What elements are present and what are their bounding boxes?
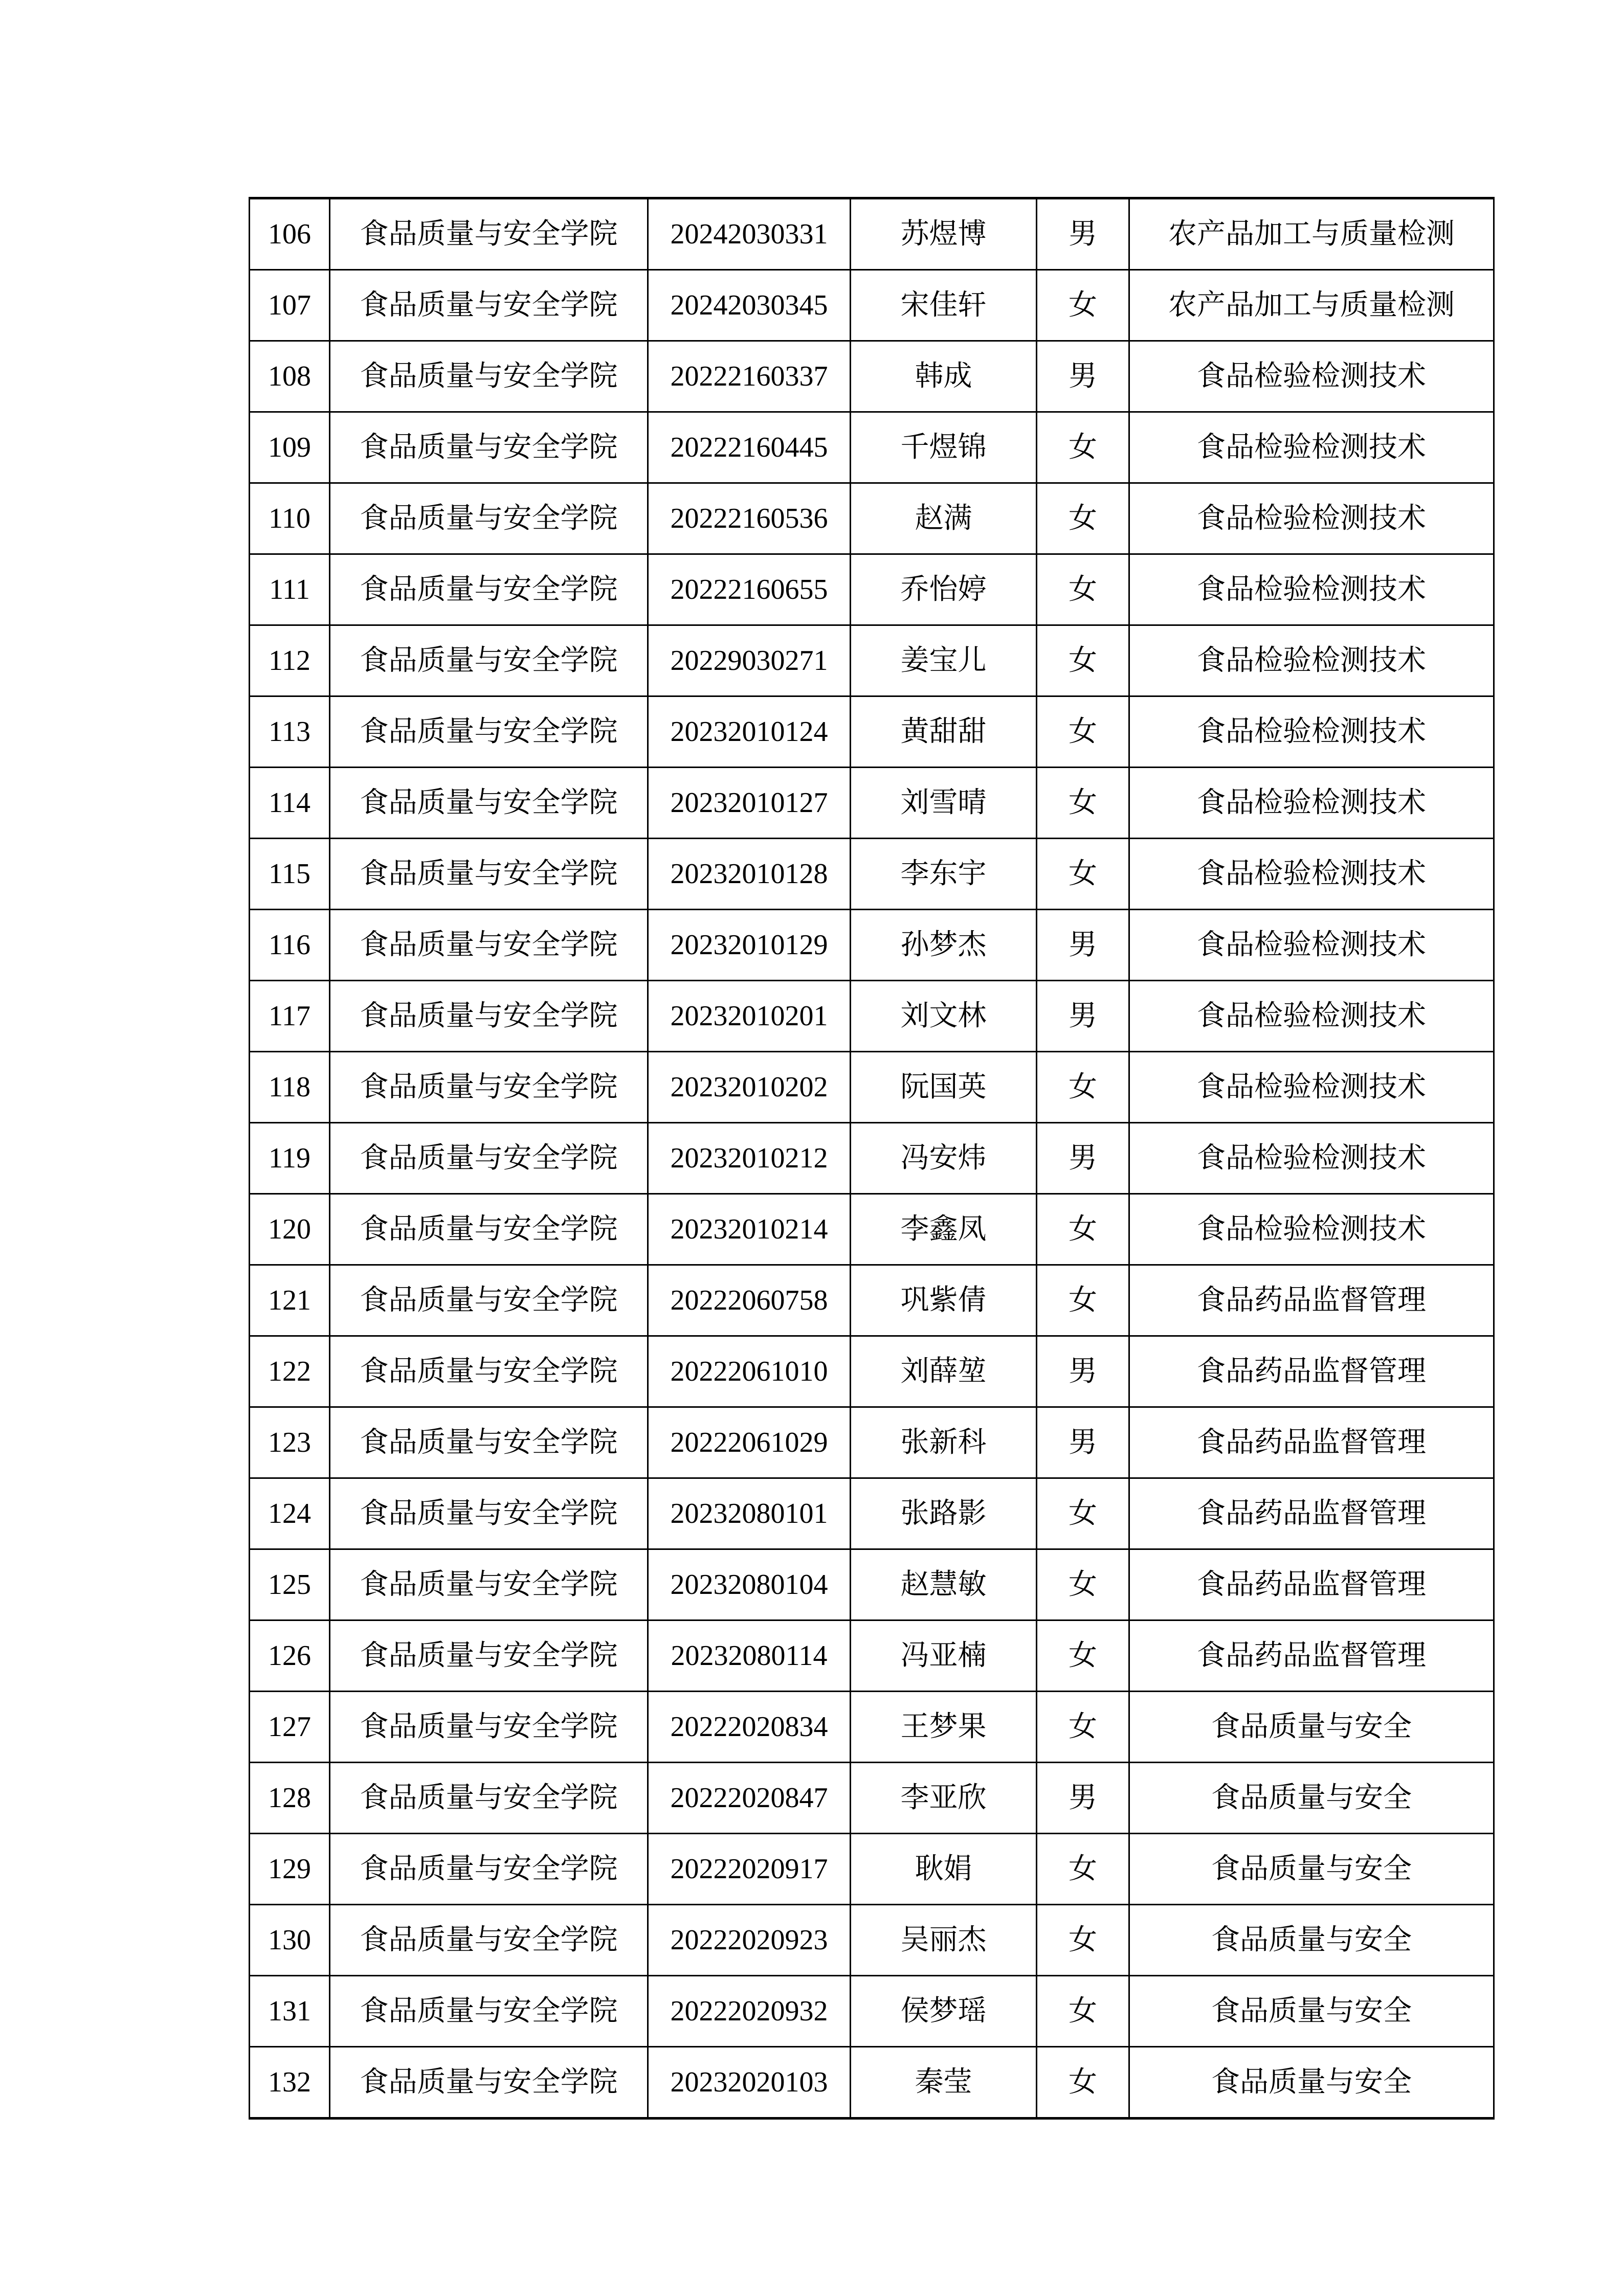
- cell-major: 食品检验检测技术: [1129, 412, 1494, 483]
- cell-gender: 女: [1037, 839, 1129, 910]
- cell-row-number: 108: [250, 341, 330, 412]
- cell-major: 食品检验检测技术: [1129, 341, 1494, 412]
- cell-gender: 女: [1037, 2047, 1129, 2119]
- cell-college: 食品质量与安全学院: [330, 1407, 648, 1478]
- cell-row-number: 127: [250, 1692, 330, 1763]
- cell-gender: 女: [1037, 554, 1129, 625]
- table-row: [250, 1265, 1494, 1336]
- cell-student-name: 姜宝儿: [851, 625, 1037, 696]
- cell-gender: 男: [1037, 1336, 1129, 1407]
- table-row: [250, 1194, 1494, 1265]
- cell-student-id: 20232010128: [648, 839, 851, 910]
- cell-student-id: 20222020932: [648, 1976, 851, 2047]
- cell-row-number: 109: [250, 412, 330, 483]
- cell-college: 食品质量与安全学院: [330, 412, 648, 483]
- table-row: [250, 1905, 1494, 1976]
- cell-student-name: 乔怡婷: [851, 554, 1037, 625]
- cell-major: 食品药品监督管理: [1129, 1620, 1494, 1692]
- table-row: [250, 1336, 1494, 1407]
- cell-major: 食品检验检测技术: [1129, 768, 1494, 839]
- cell-row-number: 132: [250, 2047, 330, 2119]
- cell-student-name: 吴丽杰: [851, 1905, 1037, 1976]
- cell-row-number: 115: [250, 839, 330, 910]
- table-row: [250, 1763, 1494, 1834]
- cell-student-id: 20232010127: [648, 768, 851, 839]
- cell-row-number: 120: [250, 1194, 330, 1265]
- cell-student-id: 20222160337: [648, 341, 851, 412]
- table-row: [250, 625, 1494, 696]
- cell-student-name: 刘薛堃: [851, 1336, 1037, 1407]
- cell-row-number: 118: [250, 1052, 330, 1123]
- cell-major: 食品检验检测技术: [1129, 1052, 1494, 1123]
- cell-college: 食品质量与安全学院: [330, 1692, 648, 1763]
- table-row: [250, 1549, 1494, 1620]
- cell-gender: 女: [1037, 412, 1129, 483]
- cell-student-name: 宋佳轩: [851, 270, 1037, 341]
- cell-major: 食品药品监督管理: [1129, 1478, 1494, 1549]
- table-row: [250, 341, 1494, 412]
- cell-major: 食品质量与安全: [1129, 1976, 1494, 2047]
- cell-row-number: 117: [250, 981, 330, 1052]
- cell-major: 食品检验检测技术: [1129, 910, 1494, 981]
- cell-gender: 女: [1037, 1265, 1129, 1336]
- cell-college: 食品质量与安全学院: [330, 910, 648, 981]
- cell-gender: 女: [1037, 1620, 1129, 1692]
- cell-row-number: 121: [250, 1265, 330, 1336]
- table-row: [250, 768, 1494, 839]
- cell-major: 农产品加工与质量检测: [1129, 198, 1494, 270]
- cell-student-name: 张新科: [851, 1407, 1037, 1478]
- table-row: [250, 1052, 1494, 1123]
- table-row: [250, 1976, 1494, 2047]
- cell-college: 食品质量与安全学院: [330, 625, 648, 696]
- cell-student-name: 刘雪晴: [851, 768, 1037, 839]
- cell-major: 食品检验检测技术: [1129, 625, 1494, 696]
- cell-gender: 男: [1037, 981, 1129, 1052]
- cell-college: 食品质量与安全学院: [330, 1834, 648, 1905]
- cell-student-id: 20232020103: [648, 2047, 851, 2119]
- cell-student-name: 赵慧敏: [851, 1549, 1037, 1620]
- cell-student-id: 20222061010: [648, 1336, 851, 1407]
- cell-major: 食品检验检测技术: [1129, 1123, 1494, 1194]
- cell-student-name: 黄甜甜: [851, 696, 1037, 768]
- cell-gender: 女: [1037, 1549, 1129, 1620]
- cell-row-number: 124: [250, 1478, 330, 1549]
- cell-student-name: 李亚欣: [851, 1763, 1037, 1834]
- cell-row-number: 129: [250, 1834, 330, 1905]
- cell-college: 食品质量与安全学院: [330, 1265, 648, 1336]
- cell-student-id: 20222061029: [648, 1407, 851, 1478]
- cell-major: 食品质量与安全: [1129, 1692, 1494, 1763]
- cell-college: 食品质量与安全学院: [330, 2047, 648, 2119]
- student-table: [249, 197, 1495, 2120]
- cell-student-id: 20222020917: [648, 1834, 851, 1905]
- cell-major: 食品药品监督管理: [1129, 1407, 1494, 1478]
- cell-major: 食品质量与安全: [1129, 2047, 1494, 2119]
- cell-student-id: 20222060758: [648, 1265, 851, 1336]
- table-row: [250, 1407, 1494, 1478]
- cell-gender: 男: [1037, 1123, 1129, 1194]
- cell-student-id: 20232080101: [648, 1478, 851, 1549]
- cell-gender: 女: [1037, 483, 1129, 554]
- table-row: [250, 412, 1494, 483]
- cell-gender: 女: [1037, 1478, 1129, 1549]
- cell-college: 食品质量与安全学院: [330, 1763, 648, 1834]
- cell-college: 食品质量与安全学院: [330, 483, 648, 554]
- cell-gender: 女: [1037, 1905, 1129, 1976]
- cell-gender: 女: [1037, 696, 1129, 768]
- cell-gender: 女: [1037, 1834, 1129, 1905]
- cell-major: 食品检验检测技术: [1129, 981, 1494, 1052]
- cell-student-name: 王梦果: [851, 1692, 1037, 1763]
- table-row: [250, 981, 1494, 1052]
- cell-college: 食品质量与安全学院: [330, 1123, 648, 1194]
- cell-row-number: 107: [250, 270, 330, 341]
- cell-student-id: 20229030271: [648, 625, 851, 696]
- cell-major: 食品药品监督管理: [1129, 1336, 1494, 1407]
- cell-student-id: 20222020834: [648, 1692, 851, 1763]
- cell-college: 食品质量与安全学院: [330, 1620, 648, 1692]
- student-table-body: [250, 198, 1494, 2119]
- cell-college: 食品质量与安全学院: [330, 1549, 648, 1620]
- cell-student-name: 韩成: [851, 341, 1037, 412]
- cell-college: 食品质量与安全学院: [330, 1905, 648, 1976]
- cell-student-id: 20232010202: [648, 1052, 851, 1123]
- cell-college: 食品质量与安全学院: [330, 198, 648, 270]
- cell-major: 食品检验检测技术: [1129, 696, 1494, 768]
- cell-college: 食品质量与安全学院: [330, 768, 648, 839]
- cell-major: 食品药品监督管理: [1129, 1549, 1494, 1620]
- cell-college: 食品质量与安全学院: [330, 981, 648, 1052]
- cell-gender: 女: [1037, 1052, 1129, 1123]
- cell-major: 食品药品监督管理: [1129, 1265, 1494, 1336]
- cell-row-number: 125: [250, 1549, 330, 1620]
- cell-student-id: 20222160655: [648, 554, 851, 625]
- cell-major: 农产品加工与质量检测: [1129, 270, 1494, 341]
- table-row: [250, 554, 1494, 625]
- cell-student-id: 20232010124: [648, 696, 851, 768]
- cell-student-id: 20232010201: [648, 981, 851, 1052]
- table-row: [250, 1123, 1494, 1194]
- cell-gender: 男: [1037, 341, 1129, 412]
- cell-student-id: 20222160445: [648, 412, 851, 483]
- cell-student-name: 苏煜博: [851, 198, 1037, 270]
- cell-student-name: 巩紫倩: [851, 1265, 1037, 1336]
- cell-student-name: 冯亚楠: [851, 1620, 1037, 1692]
- cell-college: 食品质量与安全学院: [330, 554, 648, 625]
- table-row: [250, 483, 1494, 554]
- cell-student-name: 阮国英: [851, 1052, 1037, 1123]
- cell-row-number: 111: [250, 554, 330, 625]
- cell-row-number: 114: [250, 768, 330, 839]
- cell-gender: 男: [1037, 1763, 1129, 1834]
- cell-student-id: 20232080114: [648, 1620, 851, 1692]
- cell-student-name: 冯安炜: [851, 1123, 1037, 1194]
- cell-student-name: 赵满: [851, 483, 1037, 554]
- cell-major: 食品检验检测技术: [1129, 554, 1494, 625]
- cell-gender: 女: [1037, 768, 1129, 839]
- cell-major: 食品检验检测技术: [1129, 1194, 1494, 1265]
- cell-student-name: 耿娟: [851, 1834, 1037, 1905]
- table-row: [250, 1478, 1494, 1549]
- table-row: [250, 696, 1494, 768]
- cell-major: 食品检验检测技术: [1129, 839, 1494, 910]
- cell-gender: 男: [1037, 1407, 1129, 1478]
- cell-major: 食品质量与安全: [1129, 1905, 1494, 1976]
- cell-row-number: 110: [250, 483, 330, 554]
- table-row: [250, 198, 1494, 270]
- cell-student-name: 刘文林: [851, 981, 1037, 1052]
- cell-row-number: 130: [250, 1905, 330, 1976]
- cell-student-id: 20232010129: [648, 910, 851, 981]
- table-row: [250, 1834, 1494, 1905]
- cell-college: 食品质量与安全学院: [330, 1336, 648, 1407]
- cell-college: 食品质量与安全学院: [330, 341, 648, 412]
- cell-gender: 女: [1037, 270, 1129, 341]
- cell-student-id: 20222020923: [648, 1905, 851, 1976]
- cell-major: 食品检验检测技术: [1129, 483, 1494, 554]
- cell-college: 食品质量与安全学院: [330, 1194, 648, 1265]
- cell-row-number: 119: [250, 1123, 330, 1194]
- table-row: [250, 270, 1494, 341]
- cell-student-name: 张路影: [851, 1478, 1037, 1549]
- cell-college: 食品质量与安全学院: [330, 1052, 648, 1123]
- cell-student-name: 李东宇: [851, 839, 1037, 910]
- cell-gender: 女: [1037, 1692, 1129, 1763]
- cell-row-number: 122: [250, 1336, 330, 1407]
- cell-student-id: 20232080104: [648, 1549, 851, 1620]
- table-row: [250, 2047, 1494, 2119]
- cell-college: 食品质量与安全学院: [330, 270, 648, 341]
- cell-row-number: 123: [250, 1407, 330, 1478]
- cell-student-id: 20232010212: [648, 1123, 851, 1194]
- cell-major: 食品质量与安全: [1129, 1834, 1494, 1905]
- cell-gender: 女: [1037, 625, 1129, 696]
- cell-student-name: 侯梦瑶: [851, 1976, 1037, 2047]
- cell-college: 食品质量与安全学院: [330, 1976, 648, 2047]
- cell-student-id: 20222020847: [648, 1763, 851, 1834]
- cell-student-name: 李鑫凤: [851, 1194, 1037, 1265]
- cell-student-id: 20222160536: [648, 483, 851, 554]
- cell-major: 食品质量与安全: [1129, 1763, 1494, 1834]
- cell-student-name: 孙梦杰: [851, 910, 1037, 981]
- cell-row-number: 126: [250, 1620, 330, 1692]
- cell-college: 食品质量与安全学院: [330, 839, 648, 910]
- table-row: [250, 910, 1494, 981]
- table-row: [250, 1620, 1494, 1692]
- cell-college: 食品质量与安全学院: [330, 1478, 648, 1549]
- cell-student-id: 20232010214: [648, 1194, 851, 1265]
- cell-row-number: 131: [250, 1976, 330, 2047]
- cell-student-name: 千煜锦: [851, 412, 1037, 483]
- table-row: [250, 839, 1494, 910]
- cell-college: 食品质量与安全学院: [330, 696, 648, 768]
- cell-student-id: 20242030345: [648, 270, 851, 341]
- cell-row-number: 113: [250, 696, 330, 768]
- cell-gender: 女: [1037, 1194, 1129, 1265]
- cell-student-id: 20242030331: [648, 198, 851, 270]
- cell-gender: 男: [1037, 198, 1129, 270]
- cell-gender: 男: [1037, 910, 1129, 981]
- cell-row-number: 112: [250, 625, 330, 696]
- table-row: [250, 1692, 1494, 1763]
- cell-row-number: 128: [250, 1763, 330, 1834]
- cell-row-number: 106: [250, 198, 330, 270]
- cell-gender: 女: [1037, 1976, 1129, 2047]
- cell-student-name: 秦莹: [851, 2047, 1037, 2119]
- cell-row-number: 116: [250, 910, 330, 981]
